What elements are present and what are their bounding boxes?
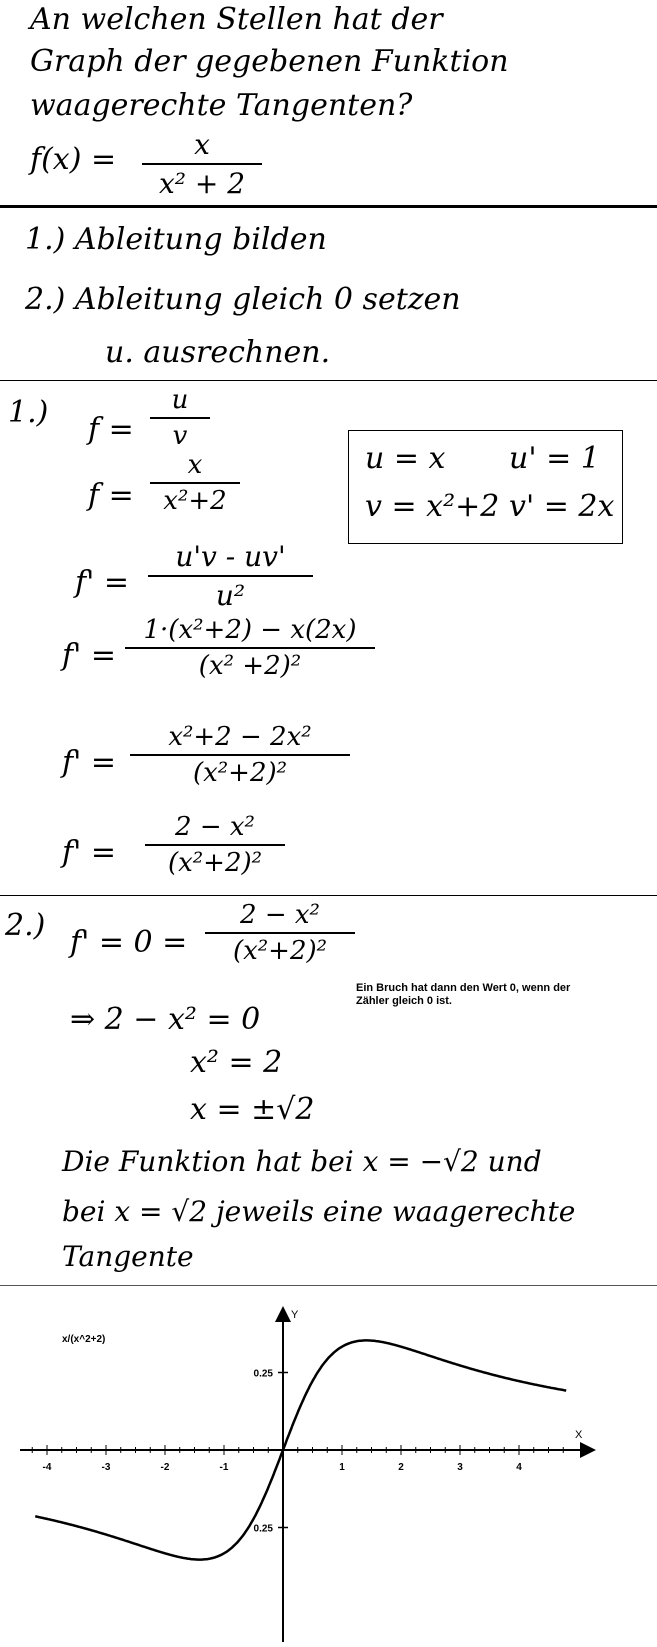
section-divider <box>0 895 657 896</box>
conclusion-line-1: Die Funktion hat bei x = −√2 und <box>62 1145 542 1178</box>
function-lhs: f(x) = <box>30 142 117 177</box>
fraction-bar <box>130 754 350 756</box>
y-axis-label: Y <box>291 1309 299 1321</box>
row-a-lhs: f = <box>88 412 134 447</box>
d2-fraction <box>125 615 375 681</box>
solve-line-3: x = ±√2 <box>190 1092 315 1127</box>
x-tick-label: 2 <box>398 1462 404 1473</box>
x-axis-label: X <box>575 1429 583 1441</box>
d1-lhs: f' = <box>75 565 130 600</box>
function-graph <box>0 1290 657 1647</box>
d1-num: u'v - uv' <box>175 540 286 573</box>
title-line-1: An welchen Stellen hat der <box>30 2 443 37</box>
function-numerator: x <box>194 128 210 161</box>
d1-den: u² <box>215 579 246 612</box>
solve-line-1: ⇒ 2 − x² = 0 <box>70 1002 261 1037</box>
box-du: u' = 1 <box>509 441 600 476</box>
section-divider <box>0 205 657 208</box>
x-tick-label: -2 <box>160 1462 170 1473</box>
part2-label: 2.) <box>5 908 46 943</box>
uv-box <box>348 430 623 544</box>
x-tick-label: -1 <box>219 1462 229 1473</box>
fraction-note <box>356 982 570 1008</box>
fraction-bar <box>142 163 262 165</box>
section-divider <box>0 380 657 381</box>
x-tick-label: 4 <box>516 1462 522 1473</box>
eq-lhs: f' = 0 = <box>70 925 188 960</box>
fraction-bar <box>125 647 375 649</box>
d4-fraction <box>145 812 285 878</box>
d3-lhs: f' = <box>62 745 117 780</box>
fraction-bar <box>150 482 240 484</box>
d3-fraction <box>130 722 350 788</box>
y-tick-label: 0.25 <box>253 1523 273 1535</box>
function-label: x/(x^2+2) <box>62 1334 106 1345</box>
fraction-bar <box>148 575 313 577</box>
row-a-fraction <box>150 385 210 451</box>
title-line-2: Graph der gegebenen Funktion <box>30 44 509 79</box>
d2-lhs: f' = <box>62 638 117 673</box>
eq-den: (x²+2)² <box>232 936 328 966</box>
fraction-bar <box>150 417 210 419</box>
row-b-num: x <box>187 450 203 480</box>
eq-fraction <box>205 900 355 966</box>
box-dv: v' = 2x <box>509 489 615 524</box>
x-tick-label: -3 <box>101 1462 111 1473</box>
note-line-1: Ein Bruch hat dann den Wert 0, wenn der <box>356 982 571 994</box>
d3-num: x²+2 − 2x² <box>168 722 312 752</box>
d2-den: (x² +2)² <box>198 651 302 681</box>
row-b-fraction <box>150 450 240 516</box>
d1-fraction <box>148 540 313 612</box>
conclusion-line-3: Tangente <box>62 1240 194 1273</box>
box-v: v = x²+2 <box>365 489 500 524</box>
function-denominator: x² + 2 <box>158 167 246 200</box>
section-divider <box>0 1285 657 1286</box>
conclusion-line-2: bei x = √2 jeweils eine waagerechte <box>62 1195 576 1228</box>
step-1: 1.) Ableitung bilden <box>25 222 327 257</box>
x-tick-label: -4 <box>42 1462 52 1473</box>
function-fraction <box>142 128 262 200</box>
fraction-bar <box>205 932 355 934</box>
d2-num: 1·(x²+2) − x(2x) <box>143 615 357 645</box>
eq-num: 2 − x² <box>240 900 320 930</box>
fraction-bar <box>145 844 285 846</box>
row-a-den: v <box>172 421 188 451</box>
x-tick-label: 3 <box>457 1462 463 1473</box>
step-2-cont: u. ausrechnen. <box>105 335 331 370</box>
note-line-2: Zähler gleich 0 ist. <box>356 995 452 1007</box>
title-line-3: waagerechte Tangenten? <box>30 88 413 123</box>
d4-den: (x²+2)² <box>167 848 263 878</box>
d4-lhs: f' = <box>62 835 117 870</box>
box-u: u = x <box>365 441 446 476</box>
d3-den: (x²+2)² <box>192 758 288 788</box>
solve-line-2: x² = 2 <box>190 1045 283 1080</box>
d4-num: 2 − x² <box>175 812 255 842</box>
row-b-den: x²+2 <box>163 486 227 516</box>
x-tick-label: 1 <box>339 1462 345 1473</box>
part1-label: 1.) <box>8 395 49 430</box>
row-a-num: u <box>171 385 189 415</box>
step-2: 2.) Ableitung gleich 0 setzen <box>25 282 461 317</box>
row-b-lhs: f = <box>88 478 134 513</box>
y-tick-label: 0.25 <box>253 1368 273 1380</box>
